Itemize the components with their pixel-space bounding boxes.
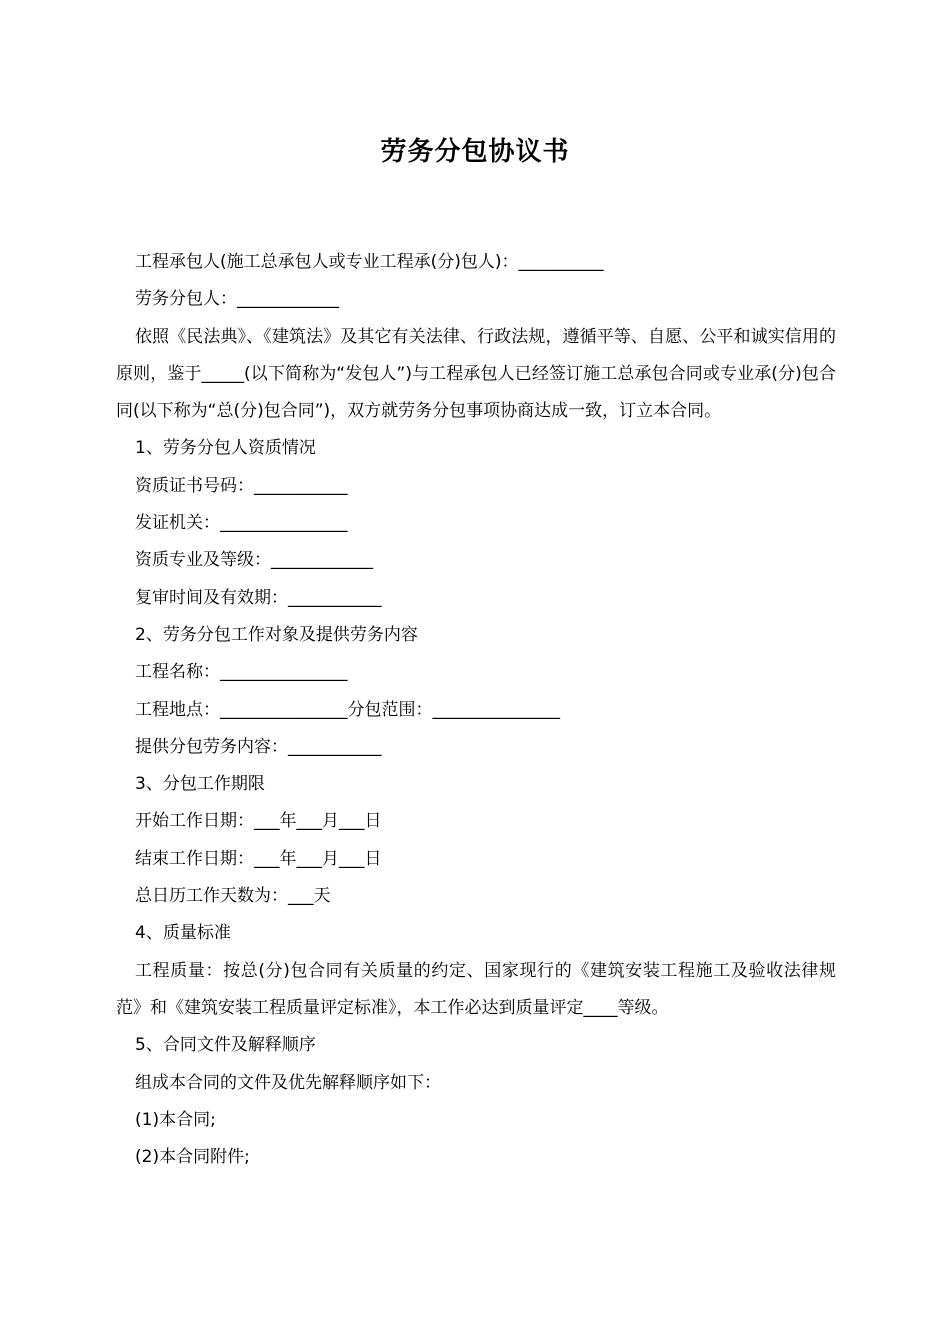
preamble-paragraph: 依照《民法典》、《建筑法》及其它有关法律、行政法规，遵循平等、自愿、公平和诚实信用的原则，鉴于_____(以下简称为“发包人”)与工程承包人已经签订施工总承包合同或专业承(分)包合同(以下称为“总(分)包合同”)，双方就劳务分包事项协商达成一致，订立本合同。 bbox=[116, 326, 836, 422]
contractor-line: 工程承包人(施工总承包人或专业工程承(分)包人)：__________ bbox=[135, 252, 604, 272]
section-heading-qualification: 1、劳务分包人资质情况 bbox=[135, 438, 316, 459]
section-heading-period: 3、分包工作期限 bbox=[135, 774, 265, 795]
document-title: 劳务分包协议书 bbox=[380, 137, 570, 167]
issuing-authority-line: 发证机关：_______________ bbox=[135, 513, 348, 534]
document-item-2: (2)本合同附件; bbox=[135, 1147, 250, 1168]
section-heading-quality: 4、质量标准 bbox=[135, 923, 231, 944]
project-name-line: 工程名称：_______________ bbox=[135, 662, 348, 683]
project-location-line: 工程地点：_______________分包范围：_______________ bbox=[135, 699, 560, 720]
quality-paragraph: 工程质量：按总(分)包合同有关质量的约定、国家现行的《建筑安装工程施工及验收法律规范》和《建筑安装工程质量评定标准》，本工作必达到质量评定____等级。 bbox=[116, 960, 836, 1018]
total-days-line: 总日历工作天数为：___天 bbox=[135, 886, 331, 907]
service-content-line: 提供分包劳务内容：___________ bbox=[135, 736, 382, 757]
review-validity-line: 复审时间及有效期：___________ bbox=[135, 587, 382, 608]
end-date-line: 结束工作日期：___年___月___日 bbox=[135, 848, 382, 869]
subcontractor-line: 劳务分包人：____________ bbox=[135, 289, 339, 310]
section-heading-documents: 5、合同文件及解释顺序 bbox=[135, 1035, 316, 1056]
certificate-number-line: 资质证书号码：___________ bbox=[135, 475, 348, 496]
document-body bbox=[116, 244, 836, 1176]
document-item-1: (1)本合同; bbox=[135, 1109, 216, 1130]
section-heading-scope: 2、劳务分包工作对象及提供劳务内容 bbox=[135, 624, 418, 645]
start-date-line: 开始工作日期：___年___月___日 bbox=[135, 811, 382, 832]
documents-intro-line: 组成本合同的文件及优先解释顺序如下： bbox=[135, 1072, 441, 1093]
qualification-grade-line: 资质专业及等级：____________ bbox=[135, 550, 373, 571]
